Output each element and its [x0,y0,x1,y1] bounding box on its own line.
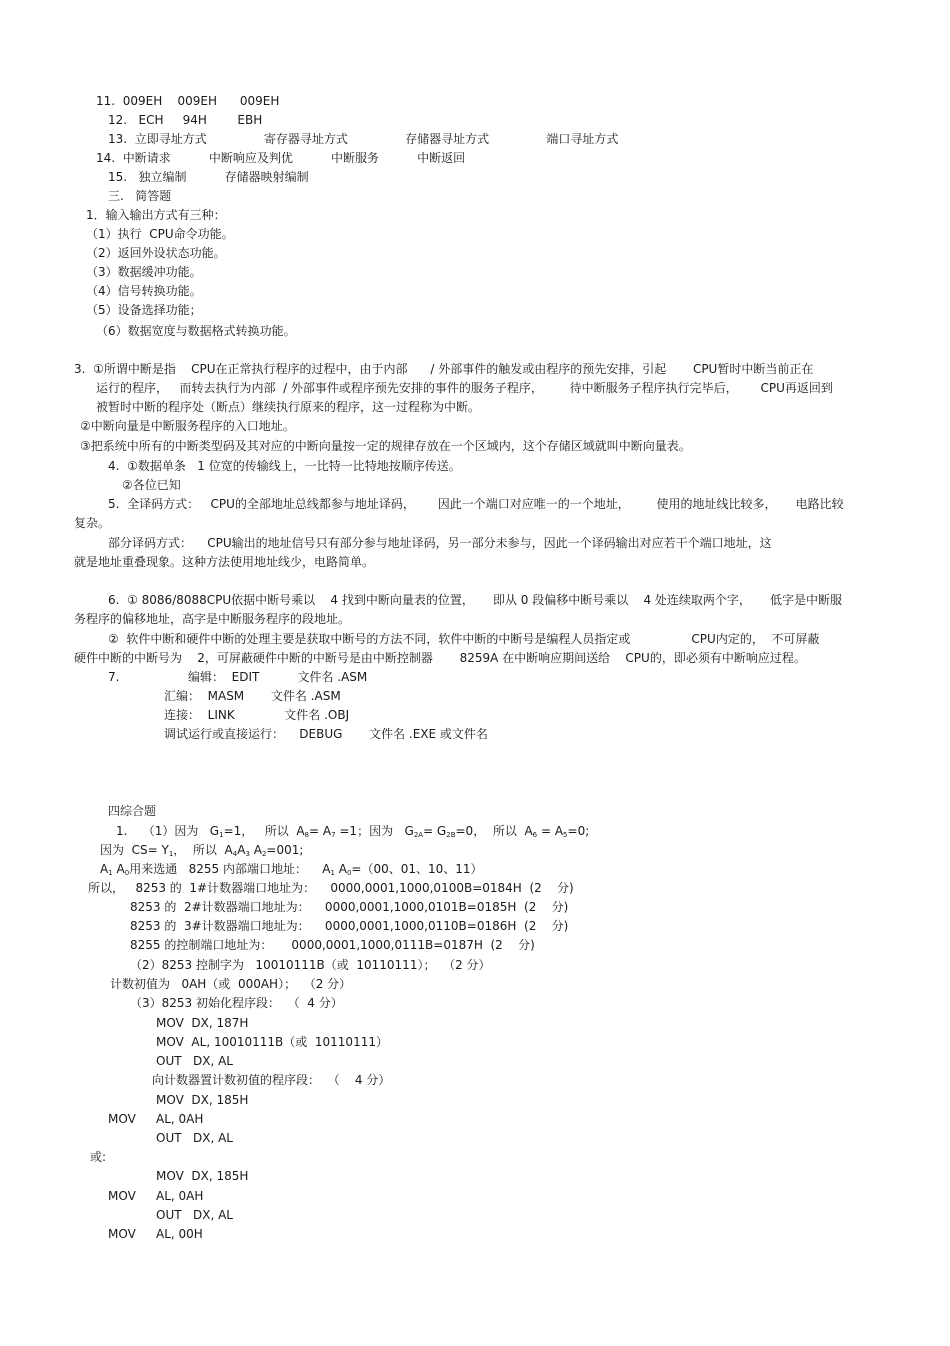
q5-line: 部分译码方式： CPU输出的地址信号只有部分参与地址译码，另一部分未参与，因此一个译码输出对应若干个端口地址，这 [108,536,772,550]
code-operand: AL, 00H [156,1227,203,1241]
q3-line: ②中断向量是中断服务程序的入口地址。 [80,419,295,433]
or-label: 或: [90,1150,107,1164]
answer-15: 15. 独立编制 存储器映射编制 [108,170,309,184]
sec4-line-1: 1. （1）因为 $G_1=1$， 所以 $A_8= A_7 =1$；因为 $G_{2A}= G_{2B}=0$， 所以 $A_6 = A_5=0$; [116,824,590,839]
answer-13: 13. 立即寻址方式 寄存器寻址方式 存储器寻址方式 端口寻址方式 [108,132,619,146]
sec4-control-word: （2）8253 控制字为 10010111B（或 10110111）； （2 分） [130,958,491,972]
q1-item: （3）数据缓冲功能。 [86,265,202,279]
code-line: MOV DX, 187H [156,1016,249,1030]
q1-item: （5）设备选择功能； [86,303,202,317]
sec4-port-3: 8253 的 3#计数器端口地址为： 0000,0001,1000,0110B=0186H (2 分) [130,919,569,933]
code-line: MOV DX, 185H [156,1169,249,1183]
answer-12: 12. ECH 94H EBH [108,113,263,127]
q7-link: 连接： LINK 文件名 .OBJ [164,708,350,722]
q3-line: 被暂时中断的程序处（断点）继续执行原来的程序，这一过程称为中断。 [96,400,481,414]
section-3-heading: 三. 简答题 [108,189,172,203]
sec4-init-program: （3）8253 初始化程序段： （ 4 分） [130,996,343,1010]
code-operand: AL, 0AH [156,1112,204,1126]
q3-line: 3. ①所谓中断是指 CPU在正常执行程序的过程中，由于内部 / 外部事件的触发或由程序的预先安排，引起 CPU暂时中断当前正在 [74,362,814,376]
q6-line: 硬件中断的中断号为 2，可屏蔽硬件中断的中断号是由中断控制器 8259A 在中断响应期间送给 CPU的，即必须有中断响应过程。 [74,651,806,665]
sec4-port-control: 8255 的控制端口地址为： 0000,0001,1000,0111B=0187H (2 分) [130,938,535,952]
code-line: MOV DX, 185H [156,1093,249,1107]
q6-line: 务程序的偏移地址，高字是中断服务程序的段地址。 [74,612,351,626]
code-line: OUT DX, AL [156,1054,233,1068]
sec4-line-3: $A_1$ $A_0$用来选通 8255 内部端口地址： $A_1$ $A_0=(00$、01、10、11） [100,862,483,877]
code-mnemonic: MOV [108,1189,136,1203]
q5-line: 5. 全译码方式： CPU的全部地址总线都参与地址译码， 因此一个端口对应唯一的一个地址， 使用的地址线比较多， 电路比较 [108,497,844,511]
q6-line: ② 软件中断和硬件中断的处理主要是获取中断号的方法不同，软件中断的中断号是编程人员指定或 CPU内定的， 不可屏蔽 [108,632,820,646]
section-4-heading: 四综合题 [108,804,157,818]
code-mnemonic: MOV [108,1112,136,1126]
q6-line: 6. ① 8086/8088CPU依据中断号乘以 4 找到中断向量表的位置， 即从 0 段偏移中断号乘以 4 处连续取两个字， 低字是中断服 [108,593,842,607]
sec4-line-2: 因为 $CS= Y_1$， 所以 $A_4A_3$ $A_2=001$; [100,843,304,858]
q1-item: （2）返回外设状态功能。 [86,246,226,260]
q1-item: （1）执行 CPU命令功能。 [86,227,234,241]
code-line: OUT DX, AL [156,1208,233,1222]
q7-number: 7. [108,670,120,684]
q1-item: （4）信号转换功能。 [86,284,202,298]
q4-line: 4. ①数据单条 1 位宽的传输线上，一比特一比特地按顺序传送。 [108,459,461,473]
q1-title: 1．输入输出方式有三种： [86,208,226,222]
code-line: MOV AL, 10010111B（或 10110111） [156,1035,388,1049]
answer-14: 14. 中断请求 中断响应及判优 中断服务 中断返回 [96,151,466,165]
sec4-port-1: 所以， 8253 的 1#计数器端口地址为： 0000,0001,1000,0100B=0184H (2 分) [88,881,574,895]
sec4-port-2: 8253 的 2#计数器端口地址为： 0000,0001,1000,0101B=0185H (2 分) [130,900,569,914]
sec4-initial-count: 计数初值为 0AH（或 000AH）； （2 分） [110,977,352,991]
q3-line: 运行的程序， 而转去执行为内部 / 外部事件或程序预先安排的事件的服务子程序， 待中断服务子程序执行完毕后， CPU再返回到 [96,381,833,395]
q4-line: ②各位已知 [122,478,181,492]
q5-line: 就是地址重叠现象。这种方法使用地址线少，电路简单。 [74,555,375,569]
q1-item: （6）数据宽度与数据格式转换功能。 [96,324,296,338]
q7-assemble: 汇编： MASM 文件名 .ASM [164,689,341,703]
code-line: OUT DX, AL [156,1131,233,1145]
answer-11: 11. 009EH 009EH 009EH [96,94,280,108]
q7-debug: 调试运行或直接运行： DEBUG 文件名 .EXE 或文件名 [164,727,488,741]
q5-line: 复杂。 [74,516,111,530]
code-mnemonic: MOV [108,1227,136,1241]
q7-edit: 编辑： EDIT 文件名 .ASM [188,670,368,684]
q3-line: ③把系统中所有的中断类型码及其对应的中断向量按一定的规律存放在一个区域内，这个存储区域就叫中断向量表。 [80,439,691,453]
code-operand: AL, 0AH [156,1189,204,1203]
code-comment: 向计数器置计数初值的程序段： （ 4 分） [152,1073,391,1087]
